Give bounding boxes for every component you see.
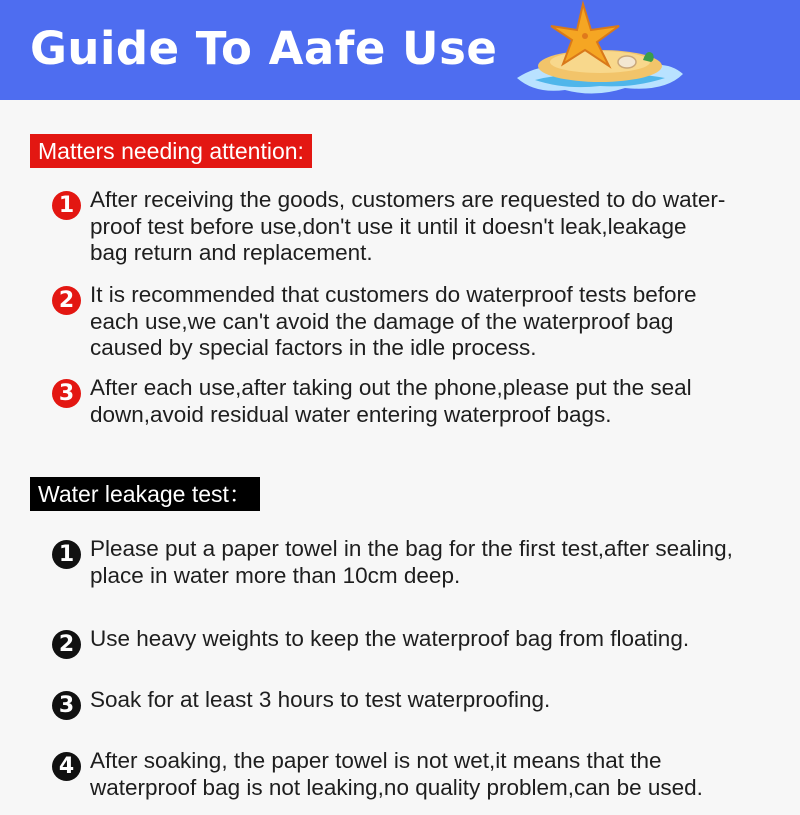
- leak-test-item-text: Please put a paper towel in the bag for the first test,after sealing, place in water more than 10cm deep.: [90, 536, 733, 588]
- header-banner: [0, 0, 800, 100]
- number-badge: 2: [52, 630, 81, 659]
- leak-test-item-text: Use heavy weights to keep the waterproof bag from floating.: [90, 626, 690, 651]
- leak-test-item-text: After soaking, the paper towel is not wet,it means that the waterproof bag is not leaking,no quality problem,can be used.: [90, 748, 703, 800]
- number-badge: 1: [52, 540, 81, 569]
- starfish-island-icon: [515, 0, 685, 100]
- number-badge: 4: [52, 752, 81, 781]
- leak-test-item-text: Soak for at least 3 hours to test waterproofing.: [90, 687, 551, 712]
- number-badge: 1: [52, 191, 81, 220]
- attention-item-text: After each use,after taking out the phone,please put the seal down,avoid residual water entering waterproof bags.: [90, 375, 692, 427]
- attention-section-label: Matters needing attention:: [30, 134, 312, 168]
- number-badge: 3: [52, 379, 81, 408]
- page-title: Guide To Aafe Use: [30, 22, 498, 75]
- leak-test-section-label: Water leakage test：: [30, 477, 260, 511]
- number-badge: 2: [52, 286, 81, 315]
- attention-item-text: It is recommended that customers do waterproof tests before each use,we can't avoid the damage of the waterproof bag caused by special factors in the idle process.: [90, 282, 697, 360]
- attention-item-text: After receiving the goods, customers are requested to do water- proof test before use,don't use it until it doesn't leak,leakage bag return and replacement.: [90, 187, 726, 265]
- number-badge: 3: [52, 691, 81, 720]
